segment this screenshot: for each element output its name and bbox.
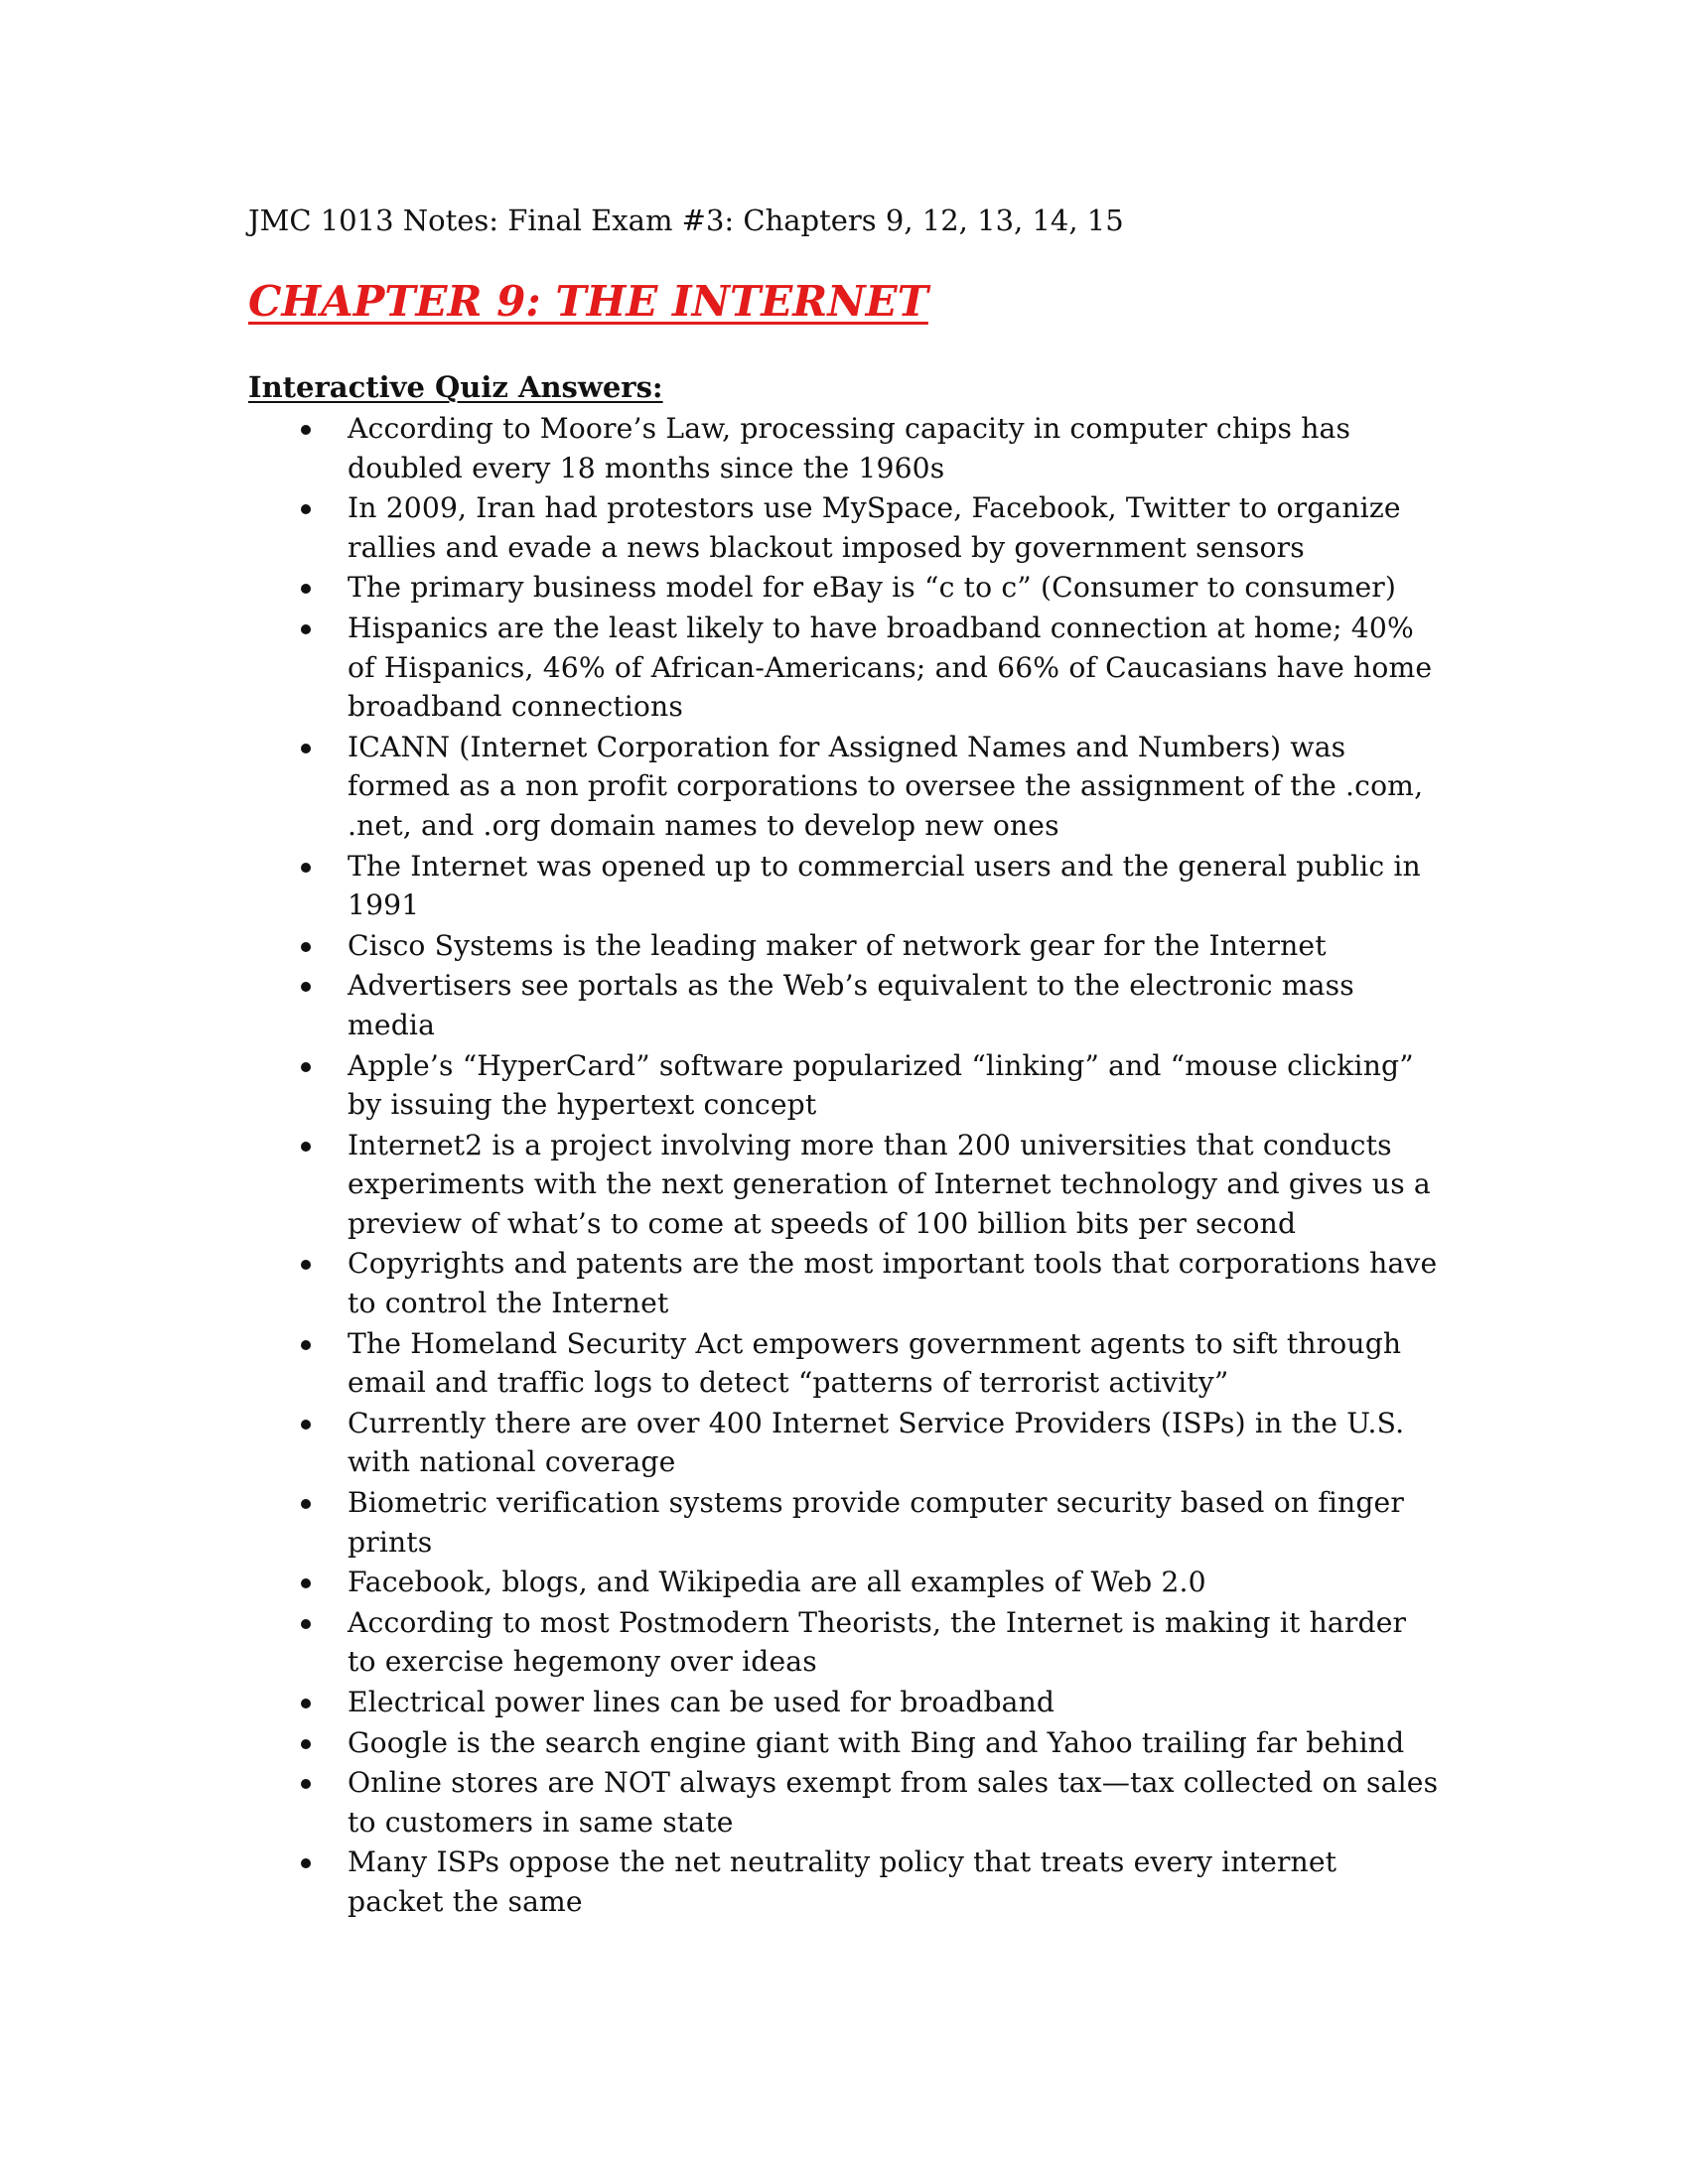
list-item-text: Internet2 is a project involving more than 200 universities that conducts experiments with the next generation of Internet technology and gives us a preview of what’s to come at speeds of 100 billion bits per second bbox=[348, 1128, 1431, 1240]
list-item bbox=[0, 568, 1688, 608]
list-item bbox=[0, 1763, 1688, 1842]
list-item-text: The primary business model for eBay is “c to c” (Consumer to consumer) bbox=[348, 571, 1397, 605]
list-item-text: Hispanics are the least likely to have broadband connection at home; 40% of Hispanics, 46% of African-Americans; and 66% of Caucasians have home broadband connections bbox=[348, 611, 1433, 724]
list-item bbox=[0, 609, 1688, 727]
bullet-icon bbox=[301, 1619, 311, 1629]
bullet-icon bbox=[301, 1340, 311, 1350]
list-item-text: Cisco Systems is the leading maker of network gear for the Internet bbox=[348, 928, 1327, 962]
bullet-icon bbox=[301, 1779, 311, 1789]
list-item-text: Google is the search engine giant with Bing and Yahoo trailing far behind bbox=[348, 1725, 1405, 1759]
list-item bbox=[0, 728, 1688, 846]
list-item-text: In 2009, Iran had protestors use MySpace, Facebook, Twitter to organize rallies and evade a news blackout imposed by government sensors bbox=[348, 491, 1401, 564]
list-item bbox=[0, 847, 1688, 925]
list-item bbox=[0, 1563, 1688, 1602]
bullet-icon bbox=[301, 942, 311, 952]
list-item-text: Biometric verification systems provide computer security based on finger prints bbox=[348, 1486, 1404, 1559]
bullet-icon bbox=[301, 1142, 311, 1152]
list-item-text: Electrical power lines can be used for broadband bbox=[348, 1686, 1055, 1718]
list-item bbox=[0, 1843, 1688, 1921]
list-item bbox=[0, 1723, 1688, 1763]
list-item-text: Many ISPs oppose the net neutrality policy that treats every internet packet the same bbox=[348, 1845, 1337, 1918]
list-item-text: Online stores are NOT always exempt from sales tax—tax collected on sales to customers in same state bbox=[348, 1766, 1439, 1839]
list-item bbox=[0, 1324, 1688, 1403]
list-item-text: The Homeland Security Act empowers government agents to sift through email and traffic logs to detect “patterns of terrorist activity” bbox=[348, 1326, 1402, 1400]
list-item-text: According to Moore’s Law, processing capacity in computer chips has doubled every 18 months since the 1960s bbox=[348, 412, 1351, 484]
list-item-text: ICANN (Internet Corporation for Assigned Names and Numbers) was formed as a non profit corporations to oversee the assignment of the .com, .net, and .org domain names to develop new ones bbox=[348, 730, 1424, 842]
list-item-text: Facebook, blogs, and Wikipedia are all examples of Web 2.0 bbox=[348, 1566, 1206, 1599]
bullet-icon bbox=[301, 744, 311, 753]
list-item-text: Currently there are over 400 Internet Service Providers (ISPs) in the U.S. with national coverage bbox=[348, 1406, 1405, 1479]
list-item bbox=[0, 1046, 1688, 1125]
list-item-text: Advertisers see portals as the Web’s equivalent to the electronic mass media bbox=[348, 969, 1354, 1041]
bullet-icon bbox=[301, 1858, 311, 1868]
list-item-text: According to most Postmodern Theorists, the Internet is making it harder to exercise hegemony over ideas bbox=[348, 1605, 1407, 1679]
section-heading: Interactive Quiz Answers: bbox=[248, 370, 663, 404]
bullet-icon bbox=[301, 584, 311, 594]
list-item bbox=[0, 1603, 1688, 1682]
document-header: JMC 1013 Notes: Final Exam #3: Chapters 9, 12, 13, 14, 15 bbox=[248, 204, 1124, 237]
bullet-icon bbox=[301, 1578, 311, 1588]
list-item bbox=[0, 1244, 1688, 1322]
list-item bbox=[0, 488, 1688, 567]
list-item-text: The Internet was opened up to commercial users and the general public in 1991 bbox=[348, 849, 1421, 922]
bullet-icon bbox=[301, 425, 311, 435]
bullet-icon bbox=[301, 1739, 311, 1749]
list-item bbox=[0, 1683, 1688, 1722]
list-item-text: Apple’s “HyperCard” software popularized “linking” and “mouse clicking” by issuing the hypertext concept bbox=[348, 1048, 1414, 1122]
bullet-icon bbox=[301, 1260, 311, 1270]
quiz-answer-list bbox=[0, 409, 1688, 1923]
bullet-icon bbox=[301, 624, 311, 634]
list-item bbox=[0, 409, 1688, 487]
bullet-icon bbox=[301, 1699, 311, 1708]
bullet-icon bbox=[301, 504, 311, 514]
list-item bbox=[0, 1404, 1688, 1482]
bullet-icon bbox=[301, 863, 311, 873]
list-item bbox=[0, 1126, 1688, 1244]
chapter-title: CHAPTER 9: THE INTERNET bbox=[248, 277, 928, 326]
list-item bbox=[0, 966, 1688, 1044]
list-item bbox=[0, 1483, 1688, 1562]
list-item bbox=[0, 926, 1688, 966]
bullet-icon bbox=[301, 1499, 311, 1509]
bullet-icon bbox=[301, 982, 311, 992]
bullet-icon bbox=[301, 1062, 311, 1072]
bullet-icon bbox=[301, 1420, 311, 1430]
list-item-text: Copyrights and patents are the most important tools that corporations have to control the Internet bbox=[348, 1247, 1438, 1320]
